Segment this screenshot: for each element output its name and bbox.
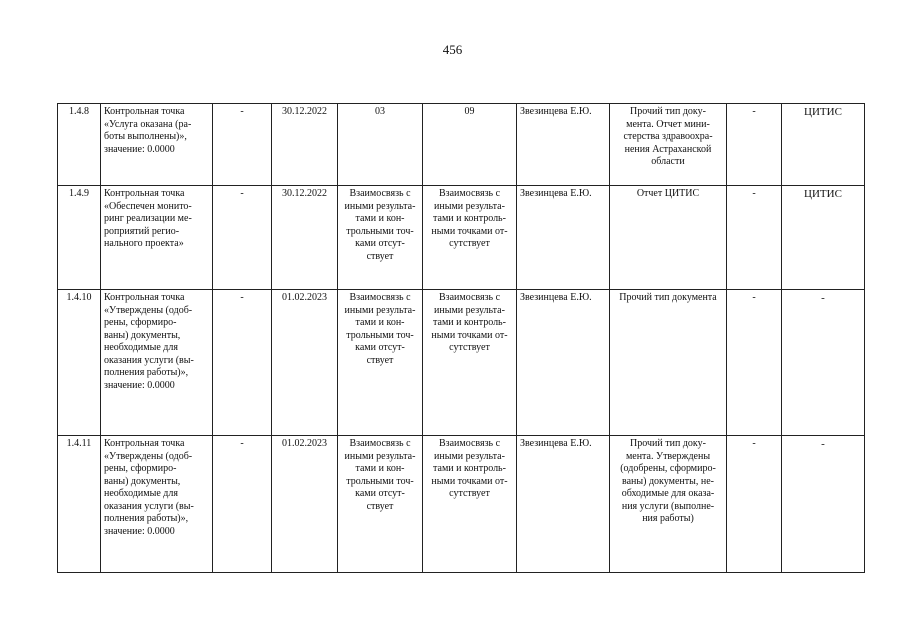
document-type-line: Прочий тип доку- bbox=[630, 106, 706, 117]
relation-previous-line: ствует bbox=[366, 500, 394, 512]
relation-previous-line: ками отсут- bbox=[355, 238, 405, 249]
base-value: - bbox=[213, 436, 272, 573]
relation-previous-line: ствует bbox=[366, 354, 394, 366]
control-point-name-line: боты выполнены)», bbox=[104, 131, 187, 142]
relation-next-line: ными точками от- bbox=[431, 225, 508, 237]
approval-level: - bbox=[727, 104, 782, 186]
table-row bbox=[58, 186, 865, 290]
document-type bbox=[610, 290, 727, 436]
relation-next bbox=[423, 104, 517, 186]
relation-next-line: Взаимосвязь с bbox=[438, 188, 501, 199]
relation-previous-line: Взаимосвязь с bbox=[349, 292, 411, 303]
relation-previous-line: Взаимосвязь с bbox=[349, 188, 411, 199]
document-type-line: обходимые для оказа- bbox=[621, 488, 715, 499]
document-type-line: (одобрены, сформиро- bbox=[620, 463, 716, 474]
relation-previous-line: 03 bbox=[375, 106, 385, 117]
control-point-name-line: значение: 0.0000 bbox=[104, 379, 175, 391]
page-number: 456 bbox=[442, 42, 463, 57]
deadline-date: 01.02.2023 bbox=[272, 436, 338, 573]
control-point-name-line: рены, сформиро- bbox=[104, 463, 177, 474]
deadline-date: 30.12.2022 bbox=[272, 186, 338, 290]
document-type bbox=[610, 104, 727, 186]
control-point-name-line: оказания услуги (вы- bbox=[104, 500, 194, 512]
information-system: - bbox=[782, 290, 865, 436]
relation-next bbox=[423, 436, 517, 573]
control-point-name bbox=[101, 104, 213, 186]
relation-next-line: иными результа- bbox=[434, 304, 505, 316]
control-point-name-line: необходимые для bbox=[104, 488, 178, 499]
relation-previous bbox=[338, 436, 423, 573]
document-type-line: ния работы) bbox=[642, 513, 694, 524]
control-point-name-line: нального проекта» bbox=[104, 238, 184, 249]
control-point-name-line: Контрольная точка bbox=[104, 106, 185, 117]
control-point-name-line: значение: 0.0000 bbox=[104, 525, 175, 537]
approval-level: - bbox=[727, 436, 782, 573]
document-type bbox=[610, 436, 727, 573]
control-point-name-line: «Обеспечен монито- bbox=[104, 200, 192, 212]
control-point-name-line: «Утверждены (одоб- bbox=[104, 304, 193, 316]
relation-next-line: сутствует bbox=[449, 488, 490, 499]
responsible-person: Звезинцева Е.Ю. bbox=[517, 186, 610, 290]
control-point-name-line: Контрольная точка bbox=[104, 292, 185, 303]
information-system: ЦИТИС bbox=[782, 104, 865, 186]
control-point-name-line: необходимые для bbox=[104, 342, 178, 353]
document-type-line: стерства здравоохра- bbox=[623, 131, 713, 142]
document-type-line: Прочий тип доку- bbox=[630, 438, 706, 449]
relation-next-line: сутствует bbox=[449, 342, 490, 353]
document-type-line: мента. Отчет мини- bbox=[626, 118, 710, 130]
relation-next bbox=[423, 290, 517, 436]
information-system: ЦИТИС bbox=[782, 186, 865, 290]
relation-next-line: тами и контроль- bbox=[433, 213, 506, 224]
document-type-line: Прочий тип документа bbox=[619, 292, 717, 303]
relation-previous-line: тами и кон- bbox=[355, 463, 405, 474]
document-type-line: нения Астраханской bbox=[624, 143, 712, 155]
approval-level: - bbox=[727, 186, 782, 290]
relation-next-line: сутствует bbox=[449, 238, 490, 249]
base-value: - bbox=[213, 290, 272, 436]
control-point-name-line: роприятий регио- bbox=[104, 225, 180, 237]
relation-previous-line: трольными точ- bbox=[346, 475, 414, 487]
control-point-name-line: ваны) документы, bbox=[104, 329, 181, 341]
relation-next-line: Взаимосвязь с bbox=[438, 292, 501, 303]
document-type-line: Отчет ЦИТИС bbox=[636, 188, 700, 199]
control-point-name bbox=[101, 436, 213, 573]
relation-next-line: ными точками от- bbox=[431, 475, 508, 487]
control-point-name bbox=[101, 186, 213, 290]
relation-next-line: ными точками от- bbox=[431, 329, 508, 341]
document-type-line: ния услуги (выполне- bbox=[621, 500, 715, 512]
responsible-person: Звезинцева Е.Ю. bbox=[517, 436, 610, 573]
relation-previous-line: ками отсут- bbox=[355, 488, 405, 499]
control-point-name bbox=[101, 290, 213, 436]
row-number: 1.4.11 bbox=[58, 436, 101, 573]
row-number: 1.4.10 bbox=[58, 290, 101, 436]
relation-previous-line: Взаимосвязь с bbox=[349, 438, 411, 449]
document-type-line: области bbox=[651, 156, 685, 167]
base-value: - bbox=[213, 104, 272, 186]
relation-previous-line: иными результа- bbox=[344, 450, 416, 462]
document-type-line: ваны) документы, не- bbox=[622, 475, 714, 487]
control-point-name-line: ваны) документы, bbox=[104, 475, 181, 487]
control-point-name-line: «Утверждены (одоб- bbox=[104, 450, 193, 462]
row-number: 1.4.9 bbox=[58, 186, 101, 290]
relation-next-line: тами и контроль- bbox=[433, 463, 506, 474]
table-row bbox=[58, 290, 865, 436]
relation-next bbox=[423, 186, 517, 290]
table-row bbox=[58, 436, 865, 573]
control-point-name-line: «Услуга оказана (ра- bbox=[104, 118, 192, 130]
information-system: - bbox=[782, 436, 865, 573]
relation-previous-line: трольными точ- bbox=[346, 225, 414, 237]
relation-previous bbox=[338, 290, 423, 436]
relation-previous-line: ками отсут- bbox=[355, 342, 405, 353]
table-row bbox=[58, 104, 865, 186]
control-point-name-line: полнения работы)», bbox=[104, 513, 189, 524]
document-type bbox=[610, 186, 727, 290]
relation-previous-line: иными результа- bbox=[344, 304, 416, 316]
relation-previous-line: ствует bbox=[366, 250, 394, 262]
control-point-name-line: ринг реализации ме- bbox=[104, 213, 192, 224]
control-point-name-line: Контрольная точка bbox=[104, 188, 185, 199]
document-type-line: мента. Утверждены bbox=[625, 450, 711, 462]
base-value: - bbox=[213, 186, 272, 290]
relation-next-line: тами и контроль- bbox=[433, 317, 506, 328]
relation-previous-line: тами и кон- bbox=[355, 317, 405, 328]
responsible-person: Звезинцева Е.Ю. bbox=[517, 290, 610, 436]
row-number: 1.4.8 bbox=[58, 104, 101, 186]
deadline-date: 01.02.2023 bbox=[272, 290, 338, 436]
relation-previous-line: тами и кон- bbox=[355, 213, 405, 224]
relation-next-line: иными результа- bbox=[434, 450, 505, 462]
approval-level: - bbox=[727, 290, 782, 436]
control-point-name-line: полнения работы)», bbox=[104, 367, 189, 378]
relation-previous bbox=[338, 104, 423, 186]
relation-previous-line: трольными точ- bbox=[346, 329, 414, 341]
responsible-person: Звезинцева Е.Ю. bbox=[517, 104, 610, 186]
relation-next-line: иными результа- bbox=[434, 200, 505, 212]
control-point-name-line: значение: 0.0000 bbox=[104, 143, 175, 155]
relation-previous-line: иными результа- bbox=[344, 200, 416, 212]
relation-previous bbox=[338, 186, 423, 290]
control-point-name-line: оказания услуги (вы- bbox=[104, 354, 194, 366]
deadline-date: 30.12.2022 bbox=[272, 104, 338, 186]
control-points-table bbox=[57, 103, 865, 573]
control-point-name-line: Контрольная точка bbox=[104, 438, 185, 449]
relation-next-line: 09 bbox=[464, 106, 475, 117]
control-point-name-line: рены, сформиро- bbox=[104, 317, 177, 328]
relation-next-line: Взаимосвязь с bbox=[438, 438, 501, 449]
